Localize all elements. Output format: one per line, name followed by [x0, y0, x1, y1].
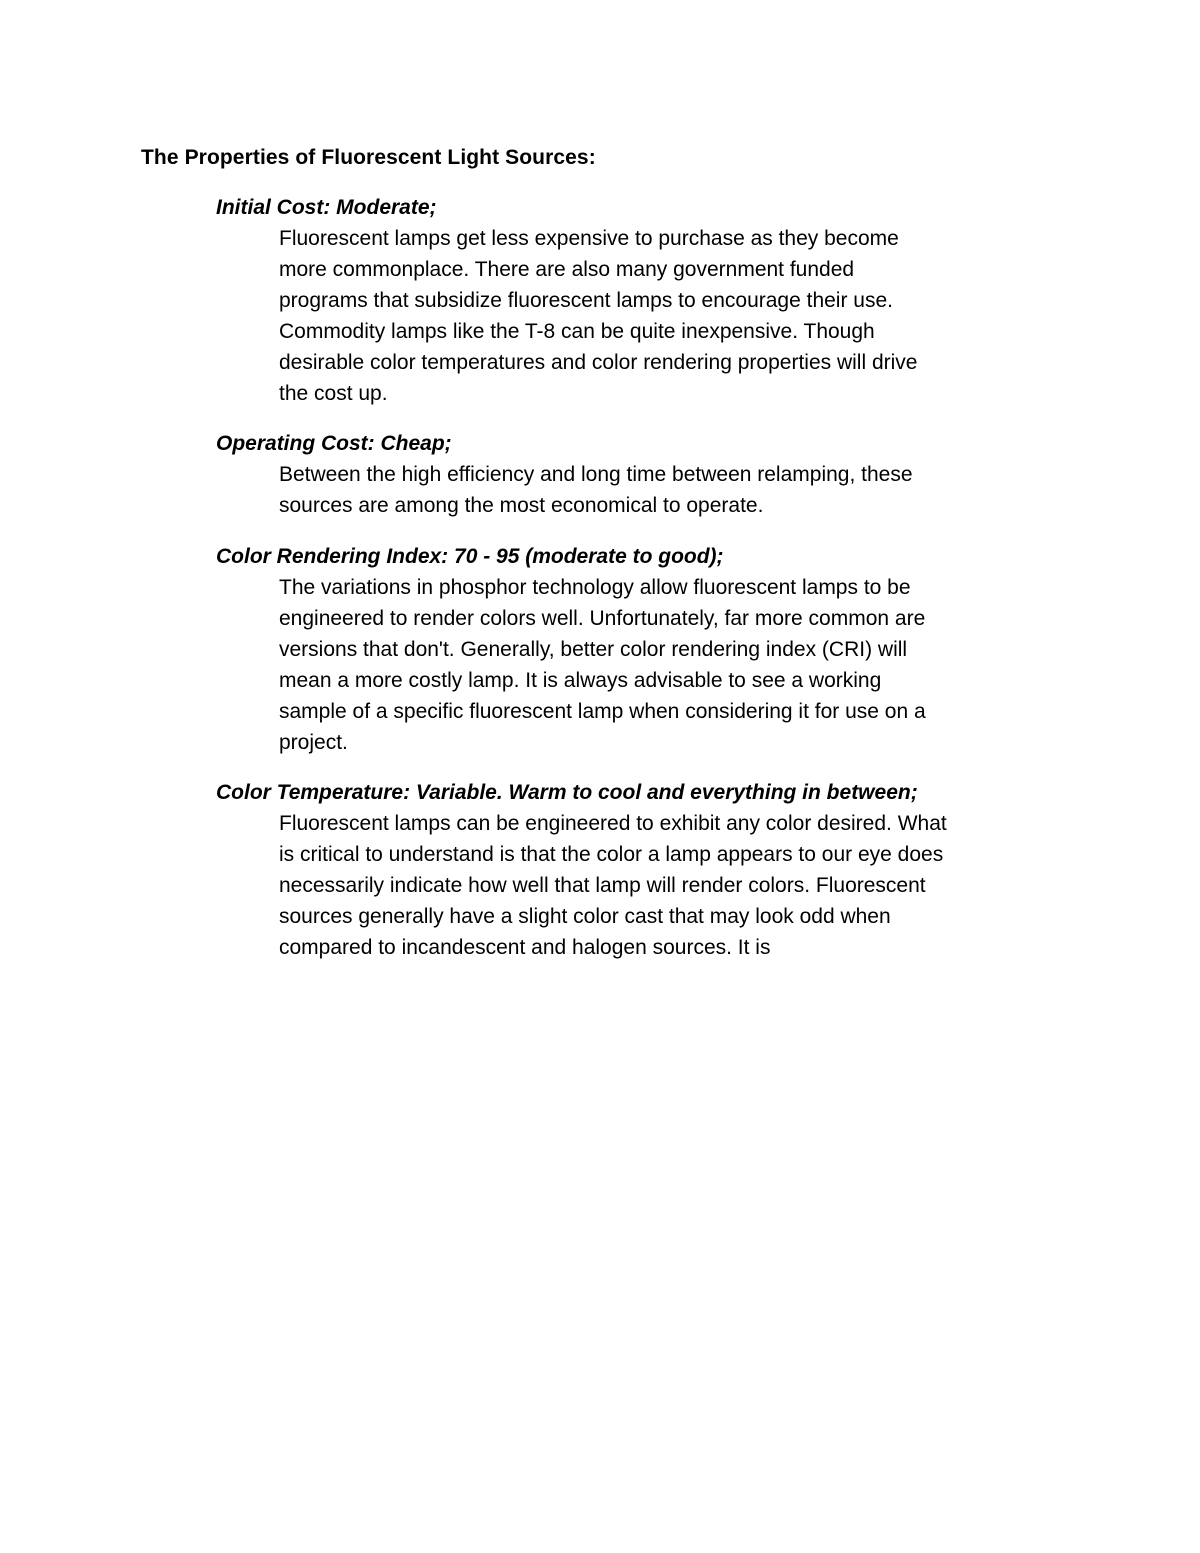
body-line: project. — [279, 731, 348, 754]
body-line: Fluorescent lamps get less expensive to purchase as they become — [279, 227, 899, 250]
section-body — [279, 572, 1079, 758]
section-heading: Initial Cost: Moderate; — [216, 196, 437, 219]
body-line: Between the high efficiency and long time between relamping, these — [279, 463, 913, 486]
section-body — [279, 459, 1079, 521]
section-heading: Color Temperature: Variable. Warm to cool and everything in between; — [216, 781, 918, 804]
section-heading: Operating Cost: Cheap; — [216, 432, 452, 455]
body-line: the cost up. — [279, 382, 388, 405]
body-line: sample of a specific fluorescent lamp when considering it for use on a — [279, 700, 926, 723]
body-line: mean a more costly lamp. It is always advisable to see a working — [279, 669, 882, 692]
section-color-rendering-index — [216, 541, 1096, 758]
body-line: is critical to understand is that the color a lamp appears to our eye does — [279, 843, 944, 866]
body-line: engineered to render colors well. Unfortunately, far more common are — [279, 607, 926, 630]
body-line: more commonplace. There are also many government funded — [279, 258, 855, 281]
body-line: sources are among the most economical to operate. — [279, 494, 764, 517]
section-heading: Color Rendering Index: 70 - 95 (moderate to good); — [216, 545, 724, 568]
document-title: The Properties of Fluorescent Light Sources: — [141, 146, 596, 169]
body-line: sources generally have a slight color cast that may look odd when — [279, 905, 891, 928]
body-line: versions that don't. Generally, better color rendering index (CRI) will — [279, 638, 908, 661]
body-line: necessarily indicate how well that lamp will render colors. Fluorescent — [279, 874, 926, 897]
section-body — [279, 223, 1079, 409]
body-line: The variations in phosphor technology allow fluorescent lamps to be — [279, 576, 911, 599]
body-line: programs that subsidize fluorescent lamps to encourage their use. — [279, 289, 893, 312]
section-body — [279, 808, 1079, 963]
body-line: compared to incandescent and halogen sources. It is — [279, 936, 771, 959]
section-color-temperature — [216, 777, 1096, 963]
section-operating-cost — [216, 428, 1096, 521]
body-line: desirable color temperatures and color rendering properties will drive — [279, 351, 918, 374]
body-line: Fluorescent lamps can be engineered to exhibit any color desired. What — [279, 812, 947, 835]
body-line: Commodity lamps like the T-8 can be quite inexpensive. Though — [279, 320, 875, 343]
section-initial-cost — [216, 192, 1096, 409]
